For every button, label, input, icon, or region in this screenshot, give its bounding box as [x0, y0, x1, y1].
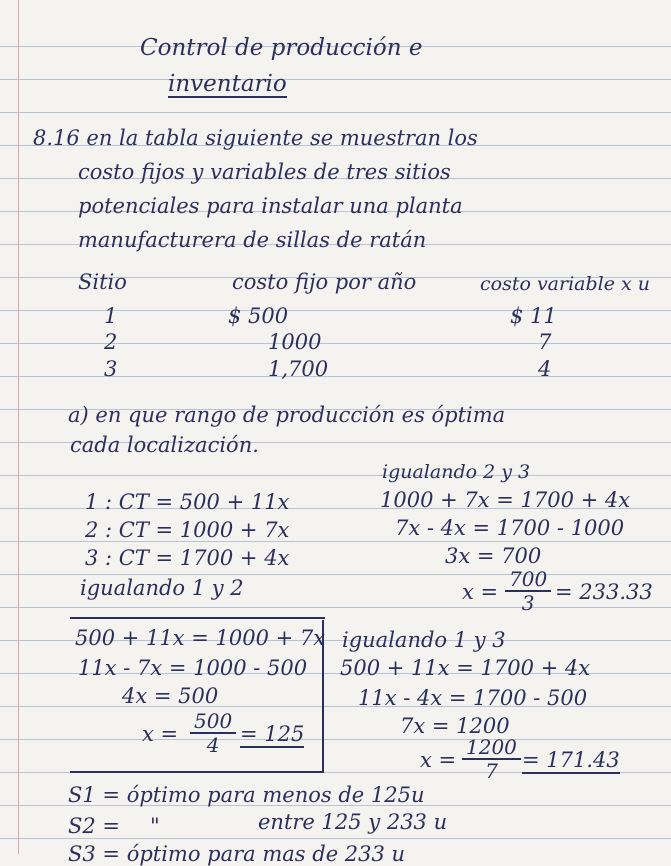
table-row-1-variable: $ 11 — [510, 304, 557, 328]
eq12-fraction-numerator: 500 — [190, 710, 236, 734]
table-row-2-fixed: 1000 — [268, 330, 322, 354]
cost-function-2: 2 : CT = 1000 + 7x — [85, 518, 290, 542]
eq23-step-4-result: = 233.33 — [555, 580, 653, 604]
table-row-1-site: 1 — [104, 304, 118, 328]
eq23-step-2: 7x - 4x = 1700 - 1000 — [395, 516, 625, 540]
eq13-label: igualando 1 y 3 — [342, 628, 506, 652]
eq13-step-4-prefix: x = — [420, 748, 457, 772]
eq13-fraction-denominator: 7 — [485, 759, 498, 783]
eq12-step-4-result: = 125 — [240, 722, 305, 746]
page-margin-line — [18, 0, 19, 854]
left-box-top-line — [70, 617, 325, 619]
eq12-fraction-denominator: 4 — [206, 733, 220, 757]
question-line-1: a) en que rango de producción es óptima — [68, 403, 506, 427]
eq12-label: igualando 1 y 2 — [80, 576, 244, 600]
eq23-step-3: 3x = 700 — [445, 544, 542, 568]
title-line-1: Control de producción e — [140, 35, 423, 61]
eq12-step-1: 500 + 11x = 1000 + 7x — [75, 626, 326, 650]
conclusion-site-2-label: S2 = — [68, 814, 121, 838]
conclusion-site-2-text: entre 125 y 233 u — [258, 810, 448, 834]
eq23-step-4-prefix: x = — [462, 580, 499, 604]
eq23-fraction-numerator: 700 — [505, 568, 551, 592]
cost-function-3: 3 : CT = 1700 + 4x — [85, 546, 290, 570]
table-header-fixed: costo fijo por año — [232, 270, 417, 294]
problem-line-3: potenciales para instalar una planta — [78, 194, 463, 218]
eq13-fraction — [462, 736, 521, 782]
table-row-3-site: 3 — [104, 357, 118, 381]
eq13-step-4-result: = 171.43 — [522, 748, 620, 772]
table-row-2-site: 2 — [104, 330, 118, 354]
problem-line-1: 8.16 en la tabla siguiente se muestran los — [33, 126, 478, 150]
table-row-2-variable: 7 — [538, 330, 552, 354]
cost-function-1: 1 : CT = 500 + 11x — [85, 490, 290, 514]
eq13-step-1: 500 + 11x = 1700 + 4x — [340, 656, 591, 680]
eq23-fraction-denominator: 3 — [521, 591, 535, 615]
eq12-step-4-prefix: x = — [142, 722, 179, 746]
problem-line-2: costo fijos y variables de tres sitios — [78, 160, 451, 184]
question-line-2: cada localización. — [70, 433, 259, 457]
table-row-3-fixed: 1,700 — [268, 357, 329, 381]
eq13-fraction-numerator: 1200 — [462, 736, 521, 760]
eq12-step-3: 4x = 500 — [122, 684, 219, 708]
title-line-2: inventario — [168, 71, 287, 97]
eq23-fraction — [505, 568, 551, 614]
eq13-step-2: 11x - 4x = 1700 - 500 — [358, 686, 588, 710]
conclusion-site-3: S3 = óptimo para mas de 233 u — [68, 842, 406, 866]
table-header-site: Sitio — [78, 270, 127, 294]
eq23-step-1: 1000 + 7x = 1700 + 4x — [380, 488, 631, 512]
conclusion-site-1: S1 = óptimo para menos de 125u — [68, 783, 425, 807]
table-row-3-variable: 4 — [538, 357, 552, 381]
eq13-step-3: 7x = 1200 — [400, 714, 510, 738]
eq23-label: igualando 2 y 3 — [382, 461, 531, 483]
problem-line-4: manufacturera de sillas de ratán — [78, 228, 427, 252]
eq12-step-2: 11x - 7x = 1000 - 500 — [78, 656, 308, 680]
left-box-bottom-line — [70, 771, 324, 773]
table-row-1-fixed: $ 500 — [228, 304, 289, 328]
conclusion-site-2-ditto: " — [150, 814, 160, 838]
eq12-fraction — [190, 710, 236, 756]
table-header-variable: costo variable x u — [480, 273, 651, 295]
